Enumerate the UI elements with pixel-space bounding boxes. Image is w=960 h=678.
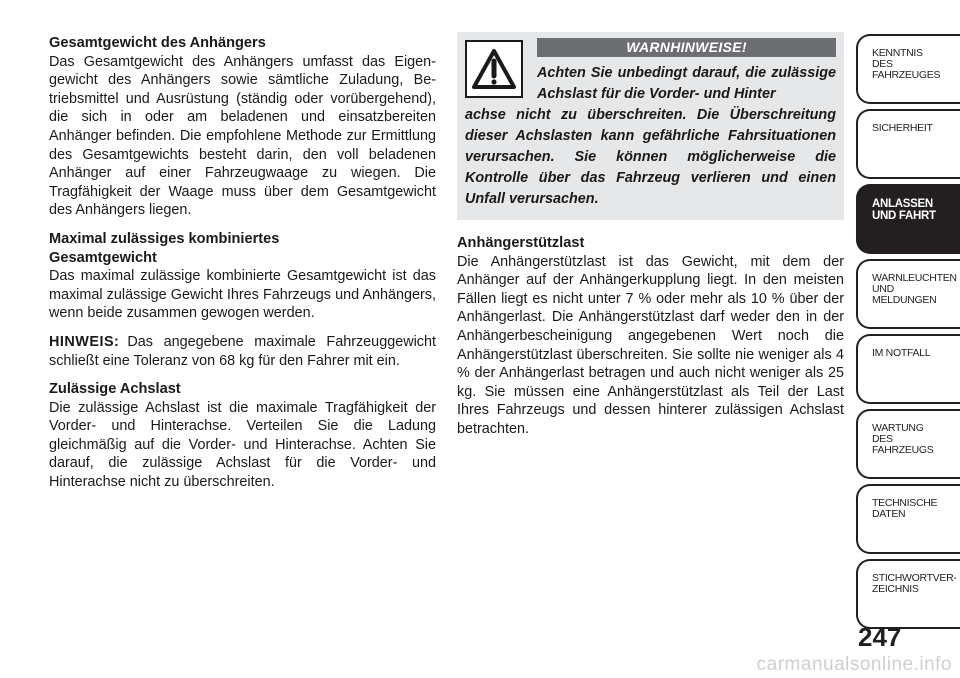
chapter-tabs [856,34,960,634]
section-heading-line1: Maximal zulässiges kombiniertes [49,230,280,247]
tab-im-notfall[interactable] [856,334,960,404]
tab-warnleuchten[interactable] [856,259,960,329]
section-text: Das maximal zulässige kombinierte Gesamtgewicht ist das maximal zulässige Gewicht Ihres Fahrzeugs und Anhängers, wenn beide zusammen gewogen werden. [49,268,436,322]
section-text: Das Gesamtgewicht des Anhängers umfasst das Eigengewicht des Anhängers sowie sämtliche Zuladung, Betriebsmittel und Ausrüstung (ständig oder vorübergehend), die sich in oder am beladenen und einsatzbereiten Anhänger befinden. Die empfohlene Methode zur Ermittlung des Gesamtgewichts besteht darin, den voll beladenen Anhänger auf einer Fahrzeugwaage zu wiegen. Die Tragfähigkeit der Waage muss über dem Gesamtgewicht des Anhängers liegen. [49,53,436,219]
section-tongue-weight [457,234,844,439]
warning-box [457,32,844,220]
tab-anlassen-active[interactable] [856,184,960,254]
section-trailer-weight [49,34,436,220]
section-heading: Zulässige Achslast [49,381,181,398]
section-text: Die zulässige Achslast ist die maximale Tragfähigkeit der Vorder- und Hinterachse. Verteilen Sie die Ladung gleichmäßig auf die Vorder- und Hinterachse. Achten Sie darauf, die zulässige Achslast für die Vorder- und Hinterachse nicht zu überschreiten. [49,399,436,491]
tab-label: WARTUNG DES FAHRZEUGS [872,422,934,456]
tab-label: SICHERHEIT [872,122,933,134]
right-column [457,34,844,449]
tab-label: TECHNISCHE DATEN [872,497,938,520]
warning-icon-wrap [465,38,537,105]
warning-title: WARNHINWEISE! [537,38,836,57]
tab-wartung[interactable] [856,409,960,479]
section-combined-weight [49,230,436,323]
tab-kenntnis[interactable] [856,34,960,104]
section-axle-load [49,380,436,492]
tab-label: WARNLEUCHTEN UND MELDUNGEN [872,272,957,306]
tab-label: ANLASSEN UND FAHRT [872,198,936,222]
tab-label: STICHWORTVER- ZEICHNIS [872,572,957,595]
note-label: HINWEIS: [49,333,120,350]
tab-sicherheit[interactable] [856,109,960,179]
warning-triangle-icon [465,40,523,98]
tab-label: IM NOTFALL [872,347,931,359]
warning-top [465,38,836,105]
section-heading: Anhängerstützlast [457,235,585,251]
note-block [49,333,436,370]
warning-text-top: Achten Sie unbedingt darauf, die zulässige Achslast für die Vorder- und Hinter [537,65,836,102]
note-paragraph [49,333,436,370]
watermark: carmanualsonline.info [756,654,952,675]
section-text: Die Anhängerstützlast ist das Gewicht, mit dem der Anhänger auf der Anhängerkupplung liegt. In den meisten Fällen liegt es nicht unter 7 % oder mehr als 10 % über der Anhängerlast. Die Anhängerstützlast darf weder den in der Anhängerbescheinigung angegebenen Wert noch die Anhängerstützlast überschreiten. Sie sollte nie weniger als 4 % der Anhängerlast betragen und auch nicht weniger als 25 kg. Sie müssen eine Anhängerstützlast als Teil der Last Ihres Fahrzeugs und dessen hinterer zulässigen Achslast betrachten. [457,253,844,437]
note-text: Das angegebene maximale Fahrzeuggewicht schließt eine Toleranz von 68 kg für den Fahrer mit ein. [49,333,436,369]
section-heading: Gesamtgewicht des Anhängers [49,35,266,51]
tab-technische-daten[interactable] [856,484,960,554]
page-number: 247 [858,622,902,652]
warning-text-rest: achse nicht zu überschreiten. Die Überschreitung dieser Achslasten kann gefährliche Fahrsituationen verursachen. Sie können möglicherweise die Kontrolle über das Fahrzeug verlieren und einen Unfall verursachen. [465,107,836,207]
tab-label: KENNTNIS DES FAHRZEUGES [872,47,941,81]
section-heading-line2: Gesamtgewicht [49,249,157,266]
warning-right [537,38,836,105]
section-heading [49,230,436,267]
left-column [49,34,436,502]
tab-stichwortverzeichnis[interactable] [856,559,960,629]
warning-triangle-svg [471,48,517,90]
